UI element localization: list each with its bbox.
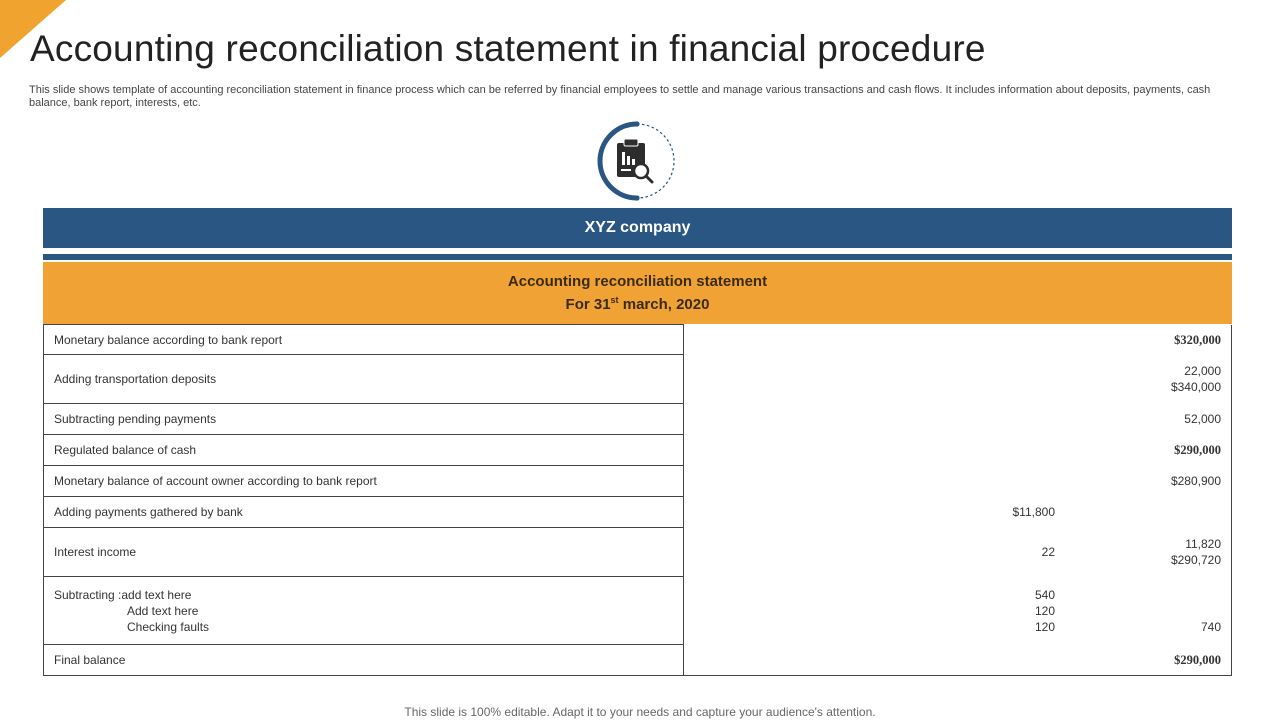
row-amount: $320,000 [1055,325,1232,355]
row-label: Regulated balance of cash [44,435,684,466]
row-label: Interest income [44,528,684,577]
statement-date: For 31st march, 2020 [565,295,710,313]
row-label: Monetary balance of account owner according to bank report [44,466,684,497]
table-row [44,645,1232,676]
row-amount: 740 [1055,577,1232,645]
row-sub-amount [684,435,1056,466]
clipboard-report-search-icon [593,121,675,201]
statement-header [43,262,1232,324]
company-header [43,208,1232,248]
row-sub-amount [684,404,1056,435]
row-amount: $290,000 [1055,435,1232,466]
slide-description: This slide shows template of accounting reconciliation statement in finance process which can be referred by financial employees to settle and manage various transactions and cash flows. It includes information about deposits, payments, cash balance, bank report, interests, etc. [29,84,1211,109]
row-amount: 22,000 $340,000 [1055,355,1232,404]
row-label: Subtracting :add text here Add text here Checking faults [44,577,684,645]
row-sub-amount: $11,800 [1012,505,1055,519]
row-sub-amount [684,325,1056,355]
header-divider-stripe [43,254,1232,260]
slide-footer: This slide is 100% editable. Adapt it to your needs and capture your audience's attention. [404,705,876,719]
row-sub-amount: 22 [1041,545,1055,559]
row-sub-amount: 540 120 120 [1034,587,1055,634]
reconciliation-table [43,324,1232,676]
row-amount: 52,000 [1055,404,1232,435]
row-label: Final balance [44,645,684,676]
row-label: Adding payments gathered by bank [44,497,684,528]
row-label: Monetary balance according to bank report [44,325,684,355]
row-sub-amount [684,355,1056,404]
table-row [44,325,1232,355]
row-sub-amount [684,466,1056,497]
row-amount: 11,820 $290,720 [1055,528,1232,577]
statement-title: Accounting reconciliation statement [507,273,768,290]
table-row [44,577,1232,645]
table-row [44,497,1232,528]
row-amount [1055,497,1232,528]
table-row [44,435,1232,466]
table-row [44,528,1232,577]
row-sub-amount [684,645,1056,676]
slide-title: Accounting reconciliation statement in financial procedure [30,28,986,69]
row-label: Subtracting pending payments [44,404,684,435]
table-row [44,355,1232,404]
company-name: XYZ company [584,219,691,236]
table-row [44,466,1232,497]
row-amount: $280,900 [1055,466,1232,497]
row-label: Adding transportation deposits [44,355,684,404]
table-row [44,404,1232,435]
row-amount: $290,000 [1055,645,1232,676]
